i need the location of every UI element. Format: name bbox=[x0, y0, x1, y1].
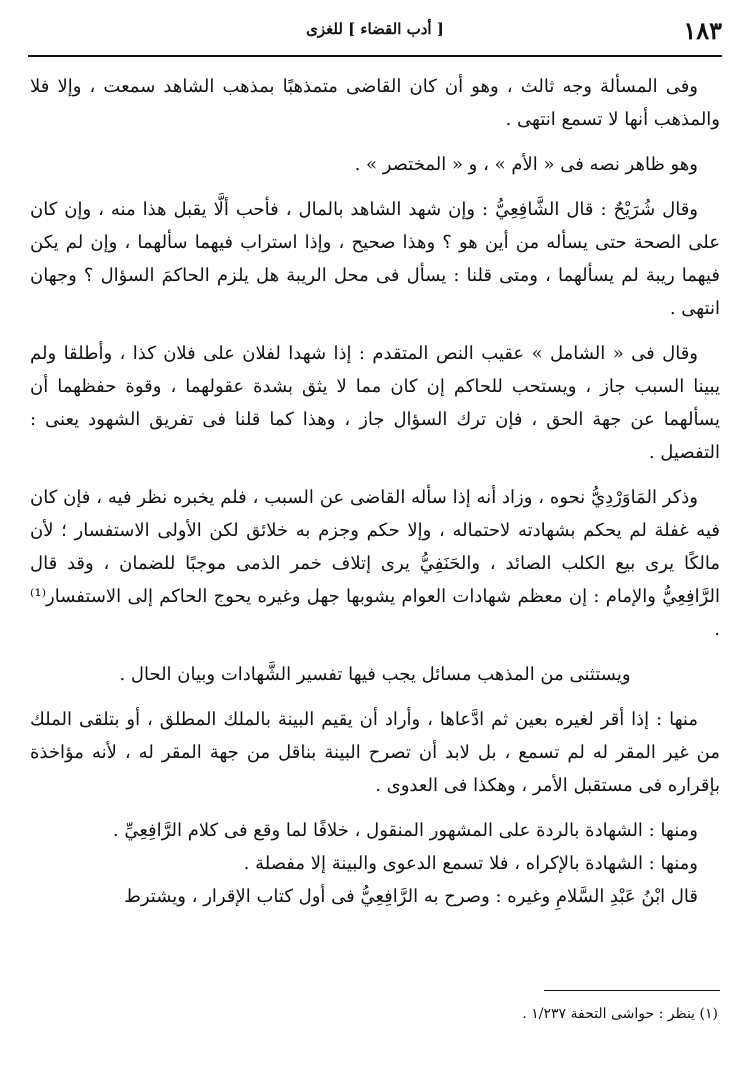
paragraph-ibn-abd-al-salam: قال ابْنُ عَبْدِ السَّلامِ وغيره : وصرح به الرَّافِعِيُّ فى أول كتاب الإقرار ، ويشترط bbox=[124, 886, 698, 907]
paragraph-umm-mukhtasar: وهو ظاهر نصه فى « الأم » ، و « المختصر » . bbox=[354, 154, 698, 175]
paragraph-exception-2: ومنها : الشهادة بالردة على المشهور المنقول ، خلافًا لما وقع فى كلام الرَّافِعِيِّ . bbox=[112, 820, 698, 841]
paragraph-shurayh: وقال شُرَيْحٌ : قال الشَّافِعِيُّ : وإن شهد الشاهد بالمال ، فأحب ألَّا يقبل هذا منه ، وإن كان على الصحة حتى يسأله من أين هو ؟ وهذا صحيح ، وإذا استراب فيهما سألهما ، وإن لم يكن فيهما ريبة لم يسألهما ، ومتى قلنا : يسأل فى محل الريبة هل يلزم الحاكمَ السؤال ؟ وجهان انتهى . bbox=[30, 199, 720, 319]
paragraph-mawardi: وذكر المَاوَرْدِيُّ نحوه ، وزاد أنه إذا سأله القاضى عن السبب ، فلم يخبره نظر فيه ، فإن كان فيه غفلة لم يحكم بشهادته لاحتماله ، وإلا حكم وجزم به خلائق لكن الأولى الاستفسار ؛ لأن مالكًا يرى بيع الكلب الصائد ، والحَنَفِيُّ يرى إتلاف خمر الذمى موجبًا للضمان ، وقد قال الرَّافِعِيُّ والإمام : إن معظم شهادات العوام يشوبها جهل وغيره يحوج الحاكم إلى الاستفسار⁽¹⁾ . bbox=[30, 487, 720, 640]
paragraph-exception-1: منها : إذا أقر لغيره بعين ثم ادَّعاها ، وأراد أن يقيم البينة بالملك المطلق ، أو بتلقى الملك من غير المقر له لم تسمع ، بل لابد أن تصرح البينة بناقل من جهة المقر له ، لأنه مؤاخذة بإقراره فى مستقبل الأمر ، وهكذا فى العدوى . bbox=[30, 709, 720, 796]
paragraph-exception-3: ومنها : الشهادة بالإكراه ، فلا تسمع الدعوى والبينة إلا مفصلة . bbox=[243, 853, 698, 874]
header-divider bbox=[28, 55, 722, 57]
footnote-divider bbox=[544, 990, 720, 991]
paragraph-exceptions-heading: ويستثنى من المذهب مسائل يجب فيها تفسير الشَّهادات وبيان الحال . bbox=[119, 664, 631, 685]
page-header bbox=[28, 14, 722, 48]
main-text bbox=[30, 70, 720, 913]
page-number: ١٨٣ bbox=[683, 16, 722, 45]
running-title: [ أدب القضاء ] للغزى bbox=[306, 20, 444, 38]
paragraph-third-view: وفى المسألة وجه ثالث ، وهو أن كان القاضى متمذهبًا بمذهب الشاهد سمعت ، وإلا فلا والمذهب أنها لا تسمع انتهى . bbox=[30, 76, 720, 130]
footnote: (١) ينظر : حواشى التحفة ١/٢٣٧ . bbox=[522, 1006, 718, 1022]
paragraph-shamil: وقال فى « الشامل » عقيب النص المتقدم : إذا شهدا لفلان على فلان كذا ، وأطلقا ولم يبينا السبب جاز ، ويستحب للحاكم إن كان مما لا يثق بشدة عقولهما ، وقوة حفظهما أن يسألهما عن جهة الحق ، فإن ترك السؤال جاز ، وهذا كما قلنا فى تفريق الشهود يعنى : التفصيل . bbox=[30, 343, 720, 463]
